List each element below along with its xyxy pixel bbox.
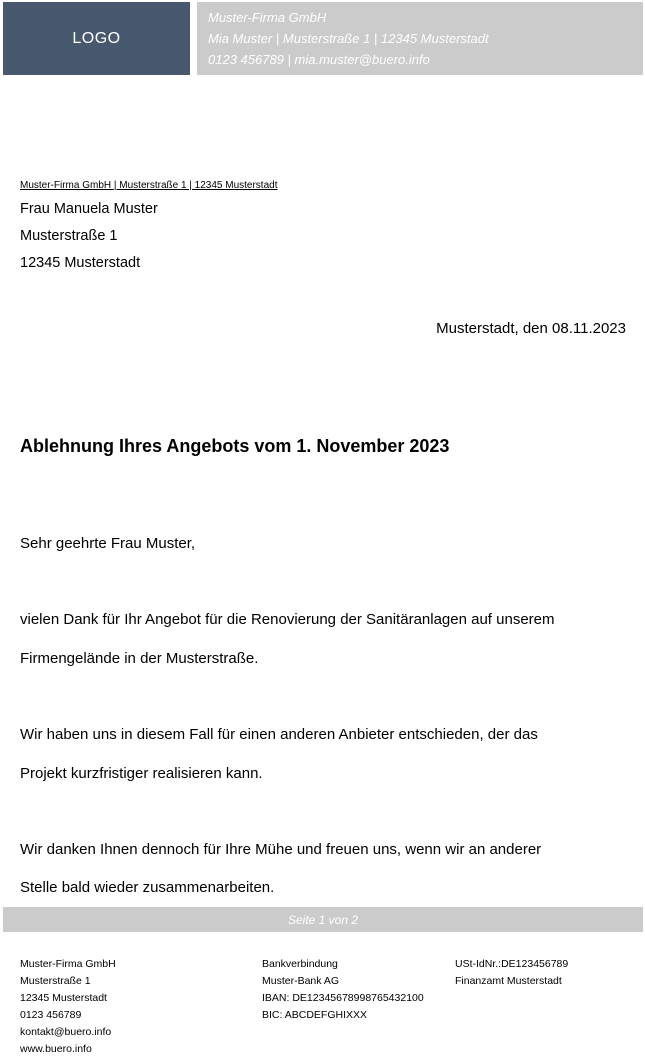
footer-line: 12345 Musterstadt xyxy=(20,992,107,1004)
salutation: Sehr geehrte Frau Muster, xyxy=(20,535,196,552)
recipient-street: Musterstraße 1 xyxy=(20,228,118,244)
footer-line: Muster-Bank AG xyxy=(262,975,340,987)
footer-bank xyxy=(262,956,424,1024)
footer-line: Musterstraße 1 xyxy=(20,975,91,987)
footer-line: kontakt@buero.info xyxy=(20,1026,112,1038)
page-indicator xyxy=(3,907,643,932)
footer-line: Bankverbindung xyxy=(262,958,338,970)
logo xyxy=(3,2,190,75)
footer-line: Muster-Firma GmbH xyxy=(20,958,116,970)
footer-line: www.buero.info xyxy=(20,1043,92,1055)
date-line: Musterstadt, den 08.11.2023 xyxy=(436,320,626,337)
logo-text: LOGO xyxy=(72,29,121,47)
company-name: Muster-Firma GmbH xyxy=(208,10,327,25)
footer-line: Finanzamt Musterstadt xyxy=(455,975,562,987)
body-line: Stelle bald wieder zusammenarbeiten. xyxy=(20,879,275,896)
sender-address: Mia Muster | Musterstraße 1 | 12345 Musterstadt xyxy=(208,31,489,46)
body-line: Wir danken Ihnen dennoch für Ihre Mühe und freuen uns, wenn wir an anderer xyxy=(20,841,542,858)
letterhead xyxy=(197,2,643,75)
body-line: Projekt kurzfristiger realisieren kann. xyxy=(20,765,263,782)
page-indicator-text: Seite 1 von 2 xyxy=(287,912,359,927)
recipient-city: 12345 Musterstadt xyxy=(20,255,141,271)
body-line: Wir haben uns in diesem Fall für einen anderen Anbieter entschieden, der das xyxy=(20,726,538,743)
body-line: Firmengelände in der Musterstraße. xyxy=(20,650,259,667)
footer-line: IBAN: DE12345678998765432100 xyxy=(262,992,424,1004)
letter-subject: Ablehnung Ihres Angebots vom 1. November 2023 xyxy=(20,436,450,456)
footer-tax xyxy=(455,956,568,990)
recipient-name: Frau Manuela Muster xyxy=(20,201,158,217)
footer-line: BIC: ABCDEFGHIXXX xyxy=(262,1009,368,1021)
footer-line: USt-IdNr.:DE123456789 xyxy=(455,958,569,970)
footer-company xyxy=(20,956,116,1058)
body-line: vielen Dank für Ihr Angebot für die Renovierung der Sanitäranlagen auf unserem xyxy=(20,611,555,628)
return-address: Muster-Firma GmbH | Musterstraße 1 | 12345 Musterstadt xyxy=(20,180,278,191)
sender-contact: 0123 456789 | mia.muster@buero.info xyxy=(208,52,430,67)
footer-line: 0123 456789 xyxy=(20,1009,82,1021)
